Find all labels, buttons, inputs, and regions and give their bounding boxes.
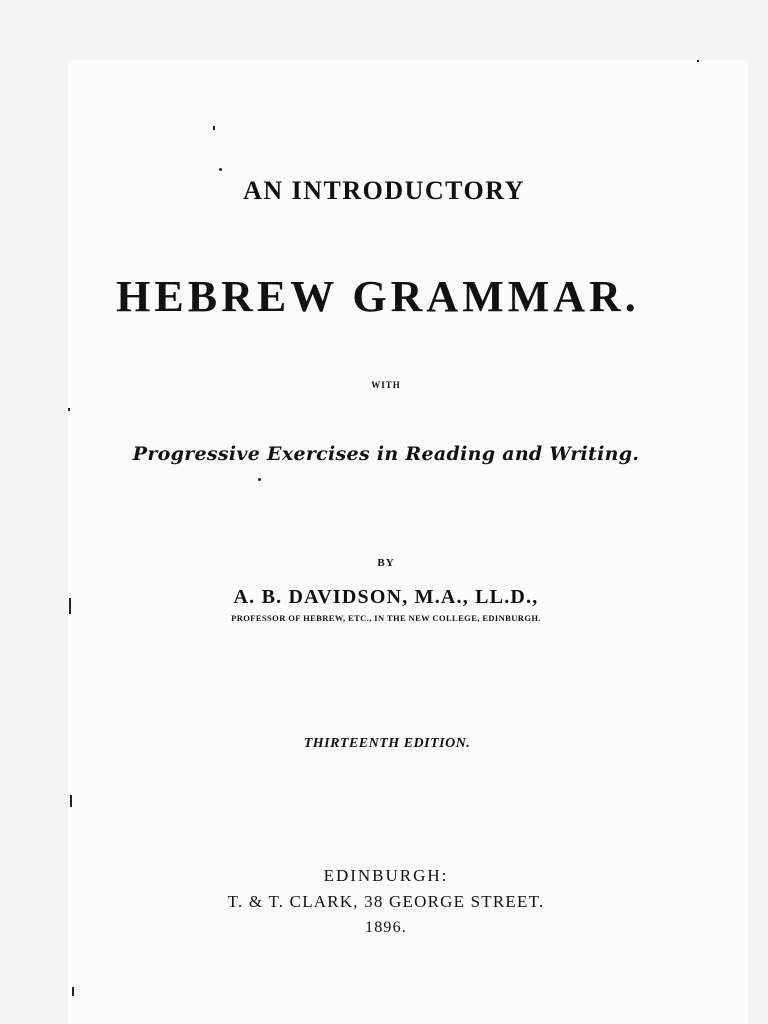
with-label: WITH [371,380,401,390]
by-label: BY [377,557,395,569]
publication-year: 1896. [365,919,407,936]
scan-speck [213,126,215,130]
edge-mark [69,598,71,614]
scan-speck [697,60,699,62]
author-position: PROFESSOR OF HEBREW, ETC., IN THE NEW COLLEGE, EDINBURGH. [231,613,541,623]
publisher-city: EDINBURGH: [323,866,449,885]
scan-speck [68,408,70,411]
title-line-1: AN INTRODUCTORY [243,176,525,205]
edition-label: THIRTEENTH EDITION. [303,736,471,751]
title-line-2: HEBREW GRAMMAR. [116,272,640,321]
scan-speck [219,168,222,171]
scan-speck [258,478,261,481]
edge-mark [70,795,72,807]
subtitle: Progressive Exercises in Reading and Writing. [132,443,640,465]
edge-mark [72,987,74,996]
publisher-name: T. & T. CLARK, 38 GEORGE STREET. [227,892,545,911]
author-name: A. B. DAVIDSON, M.A., LL.D., [233,586,539,608]
